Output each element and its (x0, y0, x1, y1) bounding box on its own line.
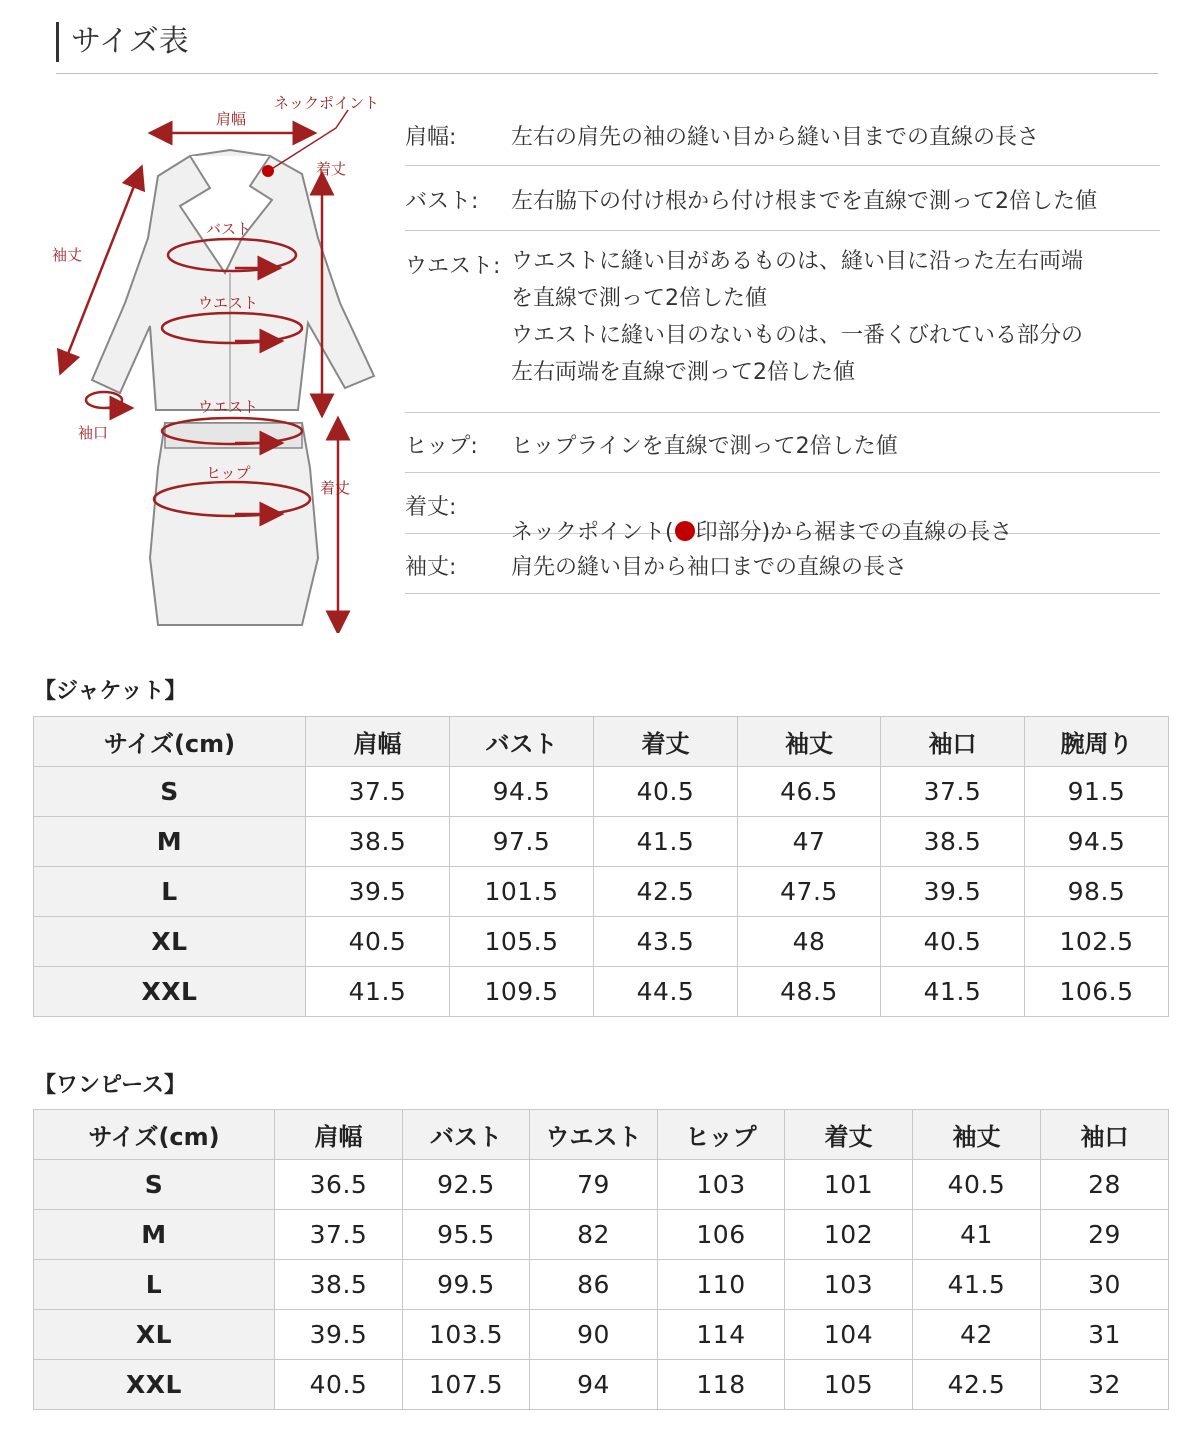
column-header: 袖口 (881, 717, 1025, 767)
definition-text: 左右の肩先の袖の縫い目から縫い目までの直線の長さ (511, 125, 1040, 150)
page-title: サイズ表 (56, 22, 189, 62)
jacket-size-table (33, 716, 1169, 1017)
column-header: 肩幅 (275, 1110, 403, 1160)
table-cell: 47 (738, 817, 881, 867)
size-cell: L (34, 867, 306, 917)
table-cell: 29 (1041, 1210, 1169, 1260)
table-cell: 39.5 (275, 1310, 403, 1360)
table-cell: 94.5 (1025, 817, 1169, 867)
definition-text: ヒップラインを直線で測って2倍した値 (511, 434, 898, 459)
label-bust: バスト (206, 220, 252, 238)
measurement-diagram (40, 88, 390, 633)
table-cell: 86 (530, 1260, 658, 1310)
definition-text: 左右脇下の付け根から付け根までを直線で測って2倍した値 (511, 189, 1097, 214)
table-cell: 40.5 (594, 767, 738, 817)
definition-row (405, 473, 1160, 545)
definition-term: 袖丈: (405, 555, 457, 580)
table-cell: 110 (658, 1260, 785, 1310)
definition-row (405, 108, 1160, 166)
table-cell: 41.5 (881, 967, 1025, 1017)
table-cell: 40.5 (913, 1160, 1041, 1210)
table-cell: 105 (785, 1360, 913, 1410)
column-header: バスト (403, 1110, 530, 1160)
size-cell: XXL (34, 967, 306, 1017)
table-cell: 103 (658, 1160, 785, 1210)
table-row (34, 1260, 1169, 1310)
size-cell: XL (34, 1310, 275, 1360)
table-row (34, 867, 1169, 917)
size-cell: M (34, 817, 306, 867)
jacket-section-title: 【ジャケット】 (34, 679, 187, 704)
title-divider (56, 73, 1158, 74)
table-cell: 31 (1041, 1310, 1169, 1360)
column-header: バスト (450, 717, 594, 767)
table-cell: 42 (913, 1310, 1041, 1360)
table-cell: 103.5 (403, 1310, 530, 1360)
definition-term: ヒップ: (405, 434, 478, 459)
label-sleeve: 袖丈 (52, 246, 83, 264)
table-header-row (34, 1110, 1169, 1160)
column-header: ヒップ (658, 1110, 785, 1160)
table-cell: 38.5 (306, 817, 450, 867)
label-hip: ヒップ (206, 464, 251, 482)
column-header: 着丈 (594, 717, 738, 767)
table-cell: 42.5 (913, 1360, 1041, 1410)
table-cell: 109.5 (450, 967, 594, 1017)
definition-text-after: 印部分)から裾までの直線の長さ (695, 520, 1013, 545)
measurement-definitions (405, 108, 1160, 594)
column-header: 袖丈 (738, 717, 881, 767)
definition-text: 肩先の縫い目から袖口までの直線の長さ (511, 555, 908, 580)
size-cell: S (34, 1160, 275, 1210)
table-cell: 38.5 (881, 817, 1025, 867)
table-cell: 41 (913, 1210, 1041, 1260)
definition-text (511, 490, 1160, 545)
table-cell: 102.5 (1025, 917, 1169, 967)
table-cell: 30 (1041, 1260, 1169, 1310)
table-cell: 37.5 (881, 767, 1025, 817)
definition-term: バスト: (405, 189, 479, 214)
label-neck-point: ネックポイント (274, 94, 380, 112)
label-waist-jacket: ウエスト (198, 294, 259, 312)
size-cell: S (34, 767, 306, 817)
table-cell: 104 (785, 1310, 913, 1360)
label-length-bottom: 着丈 (320, 479, 351, 497)
column-header: 腕周り (1025, 717, 1169, 767)
table-cell: 37.5 (275, 1210, 403, 1260)
table-cell: 41.5 (913, 1260, 1041, 1310)
table-cell: 91.5 (1025, 767, 1169, 817)
table-cell: 40.5 (306, 917, 450, 967)
column-header: サイズ(cm) (34, 717, 306, 767)
table-cell: 42.5 (594, 867, 738, 917)
table-row (34, 767, 1169, 817)
definition-term: 着丈: (405, 495, 457, 520)
table-cell: 40.5 (275, 1360, 403, 1410)
table-cell: 95.5 (403, 1210, 530, 1260)
table-cell: 105.5 (450, 917, 594, 967)
table-row (34, 917, 1169, 967)
onepiece-section-title: 【ワンピース】 (34, 1073, 187, 1098)
table-cell: 114 (658, 1310, 785, 1360)
label-waist-skirt: ウエスト (198, 398, 259, 416)
size-cell: M (34, 1210, 275, 1260)
skirt-shape (150, 423, 318, 625)
table-row (34, 1360, 1169, 1410)
definition-term: ウエスト: (405, 254, 501, 279)
table-cell: 43.5 (594, 917, 738, 967)
table-cell: 40.5 (881, 917, 1025, 967)
column-header: 着丈 (785, 1110, 913, 1160)
definition-row (405, 166, 1160, 231)
table-row (34, 1210, 1169, 1260)
onepiece-size-table (33, 1109, 1169, 1410)
definition-text: ウエストに縫い目があるものは、縫い目に沿った左右両端 を直線で測って2倍した値 ウエストに縫い目のないものは、一番くびれている部分の 左右両端を直線で測って2倍した値 (511, 249, 1084, 385)
table-cell: 94.5 (450, 767, 594, 817)
table-header-row (34, 717, 1169, 767)
table-row (34, 817, 1169, 867)
column-header: 袖口 (1041, 1110, 1169, 1160)
table-cell: 28 (1041, 1160, 1169, 1210)
size-cell: XL (34, 917, 306, 967)
table-cell: 37.5 (306, 767, 450, 817)
label-cuff: 袖口 (78, 424, 109, 442)
definition-row (405, 231, 1160, 413)
column-header: 袖丈 (913, 1110, 1041, 1160)
table-cell: 82 (530, 1210, 658, 1260)
table-cell: 48.5 (738, 967, 881, 1017)
definition-text-before: ネックポイント( (511, 520, 674, 545)
table-cell: 38.5 (275, 1260, 403, 1310)
table-cell: 98.5 (1025, 867, 1169, 917)
column-header: ウエスト (530, 1110, 658, 1160)
table-cell: 39.5 (306, 867, 450, 917)
table-cell: 41.5 (306, 967, 450, 1017)
table-row (34, 1160, 1169, 1210)
size-cell: L (34, 1260, 275, 1310)
table-cell: 106 (658, 1210, 785, 1260)
table-cell: 99.5 (403, 1260, 530, 1310)
red-dot-icon (675, 521, 695, 541)
table-cell: 107.5 (403, 1360, 530, 1410)
table-cell: 39.5 (881, 867, 1025, 917)
table-cell: 32 (1041, 1360, 1169, 1410)
table-cell: 101.5 (450, 867, 594, 917)
column-header: サイズ(cm) (34, 1110, 275, 1160)
table-cell: 79 (530, 1160, 658, 1210)
table-cell: 47.5 (738, 867, 881, 917)
table-cell: 97.5 (450, 817, 594, 867)
size-cell: XXL (34, 1360, 275, 1410)
label-length-top: 着丈 (316, 160, 347, 178)
table-cell: 36.5 (275, 1160, 403, 1210)
table-cell: 92.5 (403, 1160, 530, 1210)
table-cell: 94 (530, 1360, 658, 1410)
table-cell: 46.5 (738, 767, 881, 817)
table-cell: 103 (785, 1260, 913, 1310)
definition-row (405, 413, 1160, 473)
table-cell: 101 (785, 1160, 913, 1210)
table-cell: 41.5 (594, 817, 738, 867)
definition-term: 肩幅: (405, 125, 457, 150)
table-cell: 90 (530, 1310, 658, 1360)
table-cell: 48 (738, 917, 881, 967)
garment-illustration (40, 88, 390, 633)
table-cell: 118 (658, 1360, 785, 1410)
table-row (34, 967, 1169, 1017)
column-header: 肩幅 (306, 717, 450, 767)
neck-point-dot (262, 165, 274, 177)
table-cell: 106.5 (1025, 967, 1169, 1017)
table-cell: 102 (785, 1210, 913, 1260)
table-row (34, 1310, 1169, 1360)
table-cell: 44.5 (594, 967, 738, 1017)
label-shoulder: 肩幅 (216, 110, 247, 128)
